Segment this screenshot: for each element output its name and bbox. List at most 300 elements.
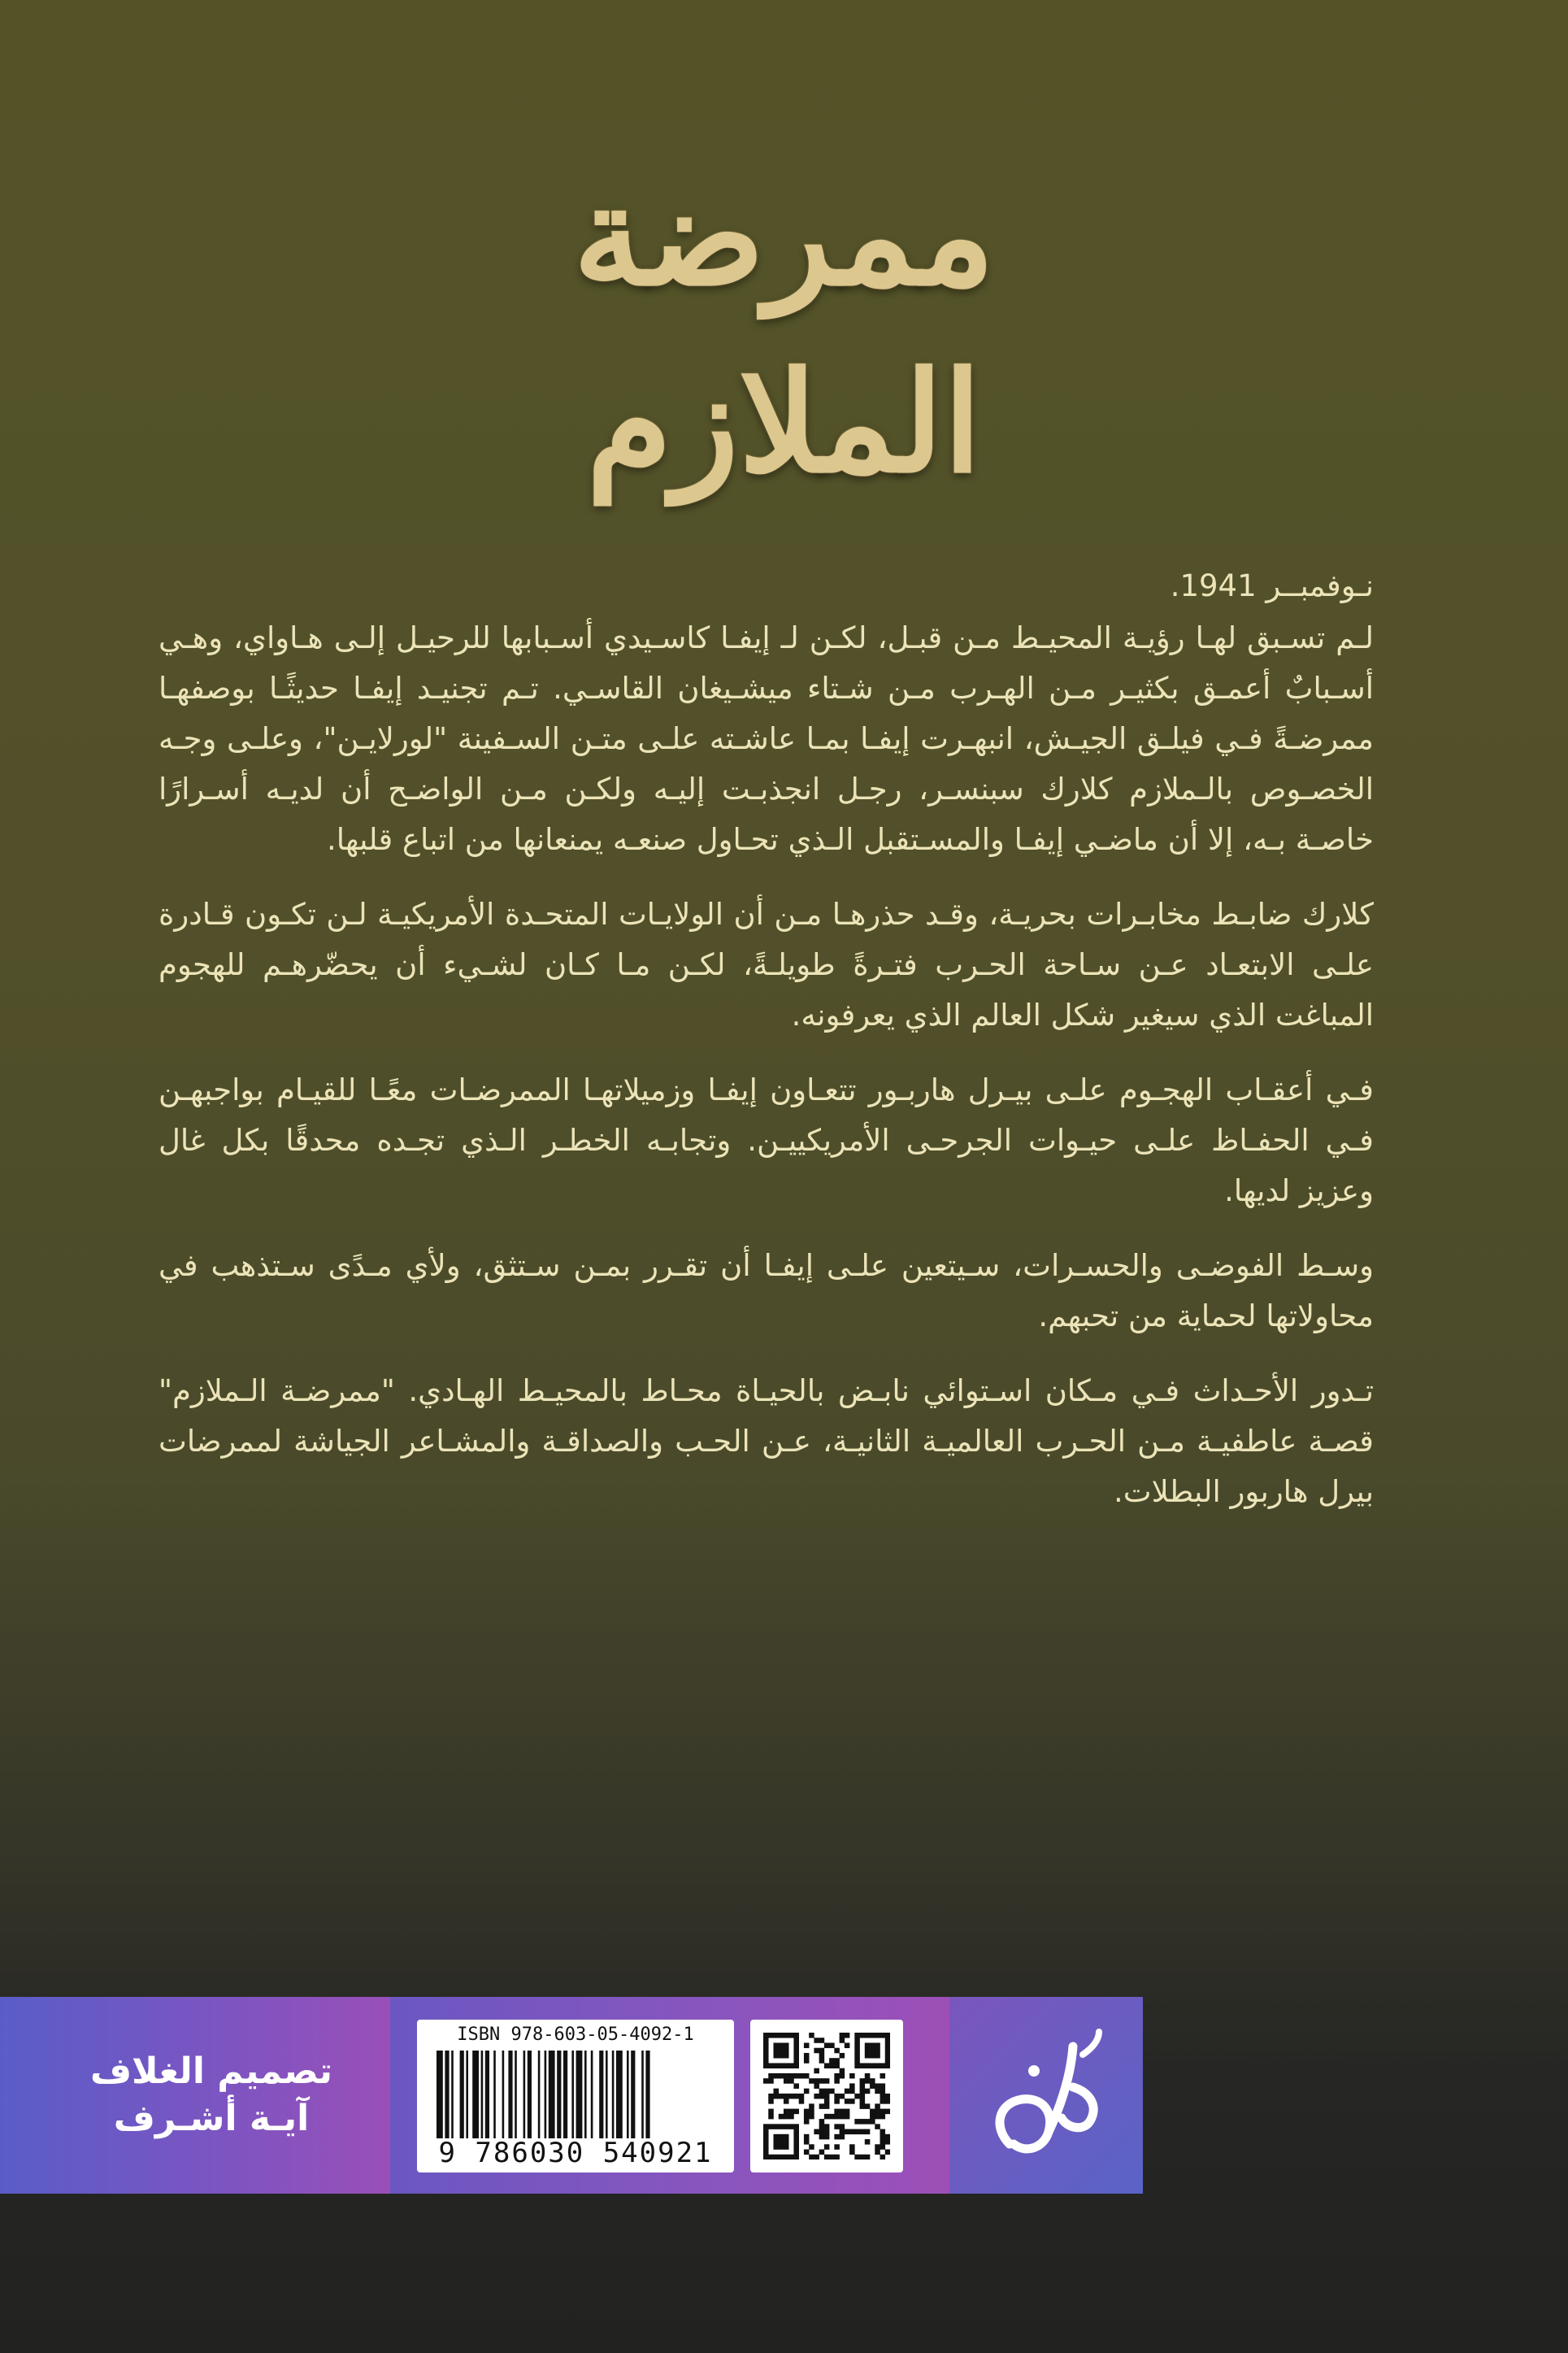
qr-module <box>819 2129 825 2135</box>
qr-module <box>779 2134 784 2140</box>
qr-module <box>845 2033 850 2038</box>
qr-module <box>773 2134 779 2140</box>
qr-module <box>763 2129 769 2135</box>
qr-module <box>773 2155 779 2159</box>
qr-module <box>870 2083 875 2089</box>
barcode-bar <box>445 2051 449 2138</box>
qr-module <box>824 2094 830 2099</box>
qr-module <box>763 2139 769 2145</box>
qr-module <box>779 2033 784 2038</box>
qr-module <box>834 2155 840 2159</box>
qr-module <box>824 2129 830 2135</box>
qr-module <box>784 2053 789 2059</box>
qr-code[interactable] <box>750 2020 903 2173</box>
qr-module <box>788 2073 794 2079</box>
qr-module <box>784 2078 789 2084</box>
qr-module <box>793 2109 799 2115</box>
barcode-bar <box>645 2051 649 2138</box>
barcode-bar <box>472 2051 479 2138</box>
qr-module <box>885 2042 890 2048</box>
qr-module <box>779 2124 784 2129</box>
qr-module <box>809 2144 814 2150</box>
qr-module <box>784 2144 789 2150</box>
isbn-digits: 9 786030 540921 <box>438 2137 713 2169</box>
barcode-bar <box>538 2051 541 2138</box>
qr-module <box>784 2033 789 2038</box>
qr-module <box>860 2063 866 2068</box>
barcode-bar <box>515 2051 517 2138</box>
blurb-paragraph-4: وسـط الفوضـى والحسـرات، سـيتعين علـى إيفـا أن تقـرر بمـن سـتثق، ولأي مـدًى سـتذهب في محاولاتها لحماية من تحبهم. <box>159 1248 1374 1333</box>
qr-module <box>779 2042 784 2048</box>
qr-module <box>849 2099 855 2104</box>
qr-module <box>819 2119 825 2125</box>
qr-module <box>865 2042 871 2048</box>
qr-module <box>768 2033 774 2038</box>
qr-module <box>784 2139 789 2145</box>
qr-module <box>824 2124 830 2129</box>
qr-module <box>779 2073 784 2079</box>
qr-module <box>814 2155 819 2159</box>
qr-module <box>875 2144 880 2150</box>
qr-module <box>763 2033 769 2038</box>
qr-module <box>793 2073 799 2079</box>
qr-module <box>773 2089 779 2094</box>
qr-module <box>849 2089 855 2094</box>
qr-module <box>840 2038 845 2043</box>
qr-module <box>819 2089 825 2094</box>
qr-module <box>819 2048 825 2054</box>
qr-module <box>819 2053 825 2059</box>
qr-module <box>860 2033 866 2038</box>
qr-module <box>885 2094 890 2099</box>
qr-module <box>804 2073 810 2079</box>
qr-module <box>768 2155 774 2159</box>
qr-module <box>788 2078 794 2084</box>
qr-module <box>885 2109 890 2115</box>
qr-module <box>809 2078 814 2084</box>
qr-module <box>793 2134 799 2140</box>
barcode-bar <box>616 2051 623 2138</box>
qr-module <box>768 2109 774 2115</box>
qr-module <box>870 2114 875 2120</box>
barcode-bar <box>563 2051 567 2138</box>
publisher-logo <box>949 1997 1143 2194</box>
qr-module <box>865 2103 871 2109</box>
qr-module <box>819 2124 825 2129</box>
qr-module <box>799 2094 805 2099</box>
qr-module <box>875 2033 880 2038</box>
qr-module <box>793 2124 799 2129</box>
qr-module <box>845 2042 850 2048</box>
qr-module <box>860 2103 866 2109</box>
qr-module <box>779 2063 784 2068</box>
barcode-bar <box>571 2051 574 2138</box>
qr-module <box>829 2063 835 2068</box>
qr-module <box>763 2048 769 2054</box>
qr-module <box>819 2078 825 2084</box>
qr-module <box>814 2038 819 2043</box>
qr-module <box>793 2033 799 2038</box>
qr-module <box>829 2058 835 2064</box>
qr-module <box>824 2134 830 2140</box>
qr-module <box>804 2134 810 2140</box>
qr-module <box>809 2033 814 2038</box>
qr-module <box>885 2058 890 2064</box>
qr-module <box>793 2048 799 2054</box>
qr-module <box>793 2094 799 2099</box>
qr-module <box>849 2073 855 2079</box>
barcode-bar <box>606 2051 608 2138</box>
qr-module <box>799 2099 805 2104</box>
qr-module <box>834 2134 840 2140</box>
qr-module <box>860 2155 866 2159</box>
qr-module <box>845 2099 850 2104</box>
qr-module <box>784 2109 789 2115</box>
qr-module <box>809 2114 814 2120</box>
qr-module <box>880 2083 886 2089</box>
qr-module <box>779 2094 784 2099</box>
qr-module <box>885 2053 890 2059</box>
qr-module <box>870 2048 875 2054</box>
qr-module <box>854 2048 860 2054</box>
codes-panel <box>390 1997 949 2194</box>
qr-module <box>784 2114 789 2120</box>
qr-module <box>840 2033 845 2038</box>
barcode-bar <box>627 2051 629 2138</box>
qr-module <box>819 2134 825 2140</box>
qr-module <box>840 2073 845 2079</box>
qr-module <box>845 2129 850 2135</box>
qr-module <box>870 2033 875 2038</box>
qr-module <box>829 2042 835 2048</box>
qr-module <box>763 2134 769 2140</box>
qr-module <box>773 2048 779 2054</box>
qr-module <box>779 2144 784 2150</box>
qr-module <box>875 2083 880 2089</box>
qr-module <box>875 2150 880 2155</box>
qr-module <box>824 2144 830 2150</box>
qr-module <box>865 2033 871 2038</box>
qr-module <box>773 2033 779 2038</box>
qr-module <box>793 2139 799 2145</box>
qr-module <box>834 2048 840 2054</box>
qr-module <box>768 2114 774 2120</box>
qr-module <box>880 2109 886 2115</box>
qr-module <box>784 2124 789 2129</box>
qr-module <box>845 2109 850 2115</box>
qr-module <box>793 2083 799 2089</box>
qr-module <box>804 2089 810 2094</box>
qr-module <box>773 2124 779 2129</box>
qr-module <box>860 2099 866 2104</box>
blurb-paragraph-5: تـدور الأحـداث فـي مـكان اسـتوائي نابـض بالحيـاة محـاط بالمحيـط الهـادي. "ممرضـة الـملازم" قصـة عاطفيـة مـن الحـرب العالميـة الثانيـة، عـن الحـب والصداقـة والمشـاعر الجياشة لممرضات بيرل هاربور البطلات. <box>159 1373 1374 1509</box>
qr-module <box>854 2063 860 2068</box>
qr-module <box>875 2063 880 2068</box>
publisher-logo-icon <box>977 2022 1115 2168</box>
qr-module <box>788 2109 794 2115</box>
book-title-line1: ممرضة <box>573 154 995 317</box>
footer-strip <box>0 1997 1143 2194</box>
qr-module <box>793 2144 799 2150</box>
barcode-bar <box>437 2051 443 2138</box>
qr-module <box>763 2042 769 2048</box>
qr-module <box>793 2038 799 2043</box>
qr-module <box>865 2119 871 2125</box>
barcode-bar <box>481 2051 484 2138</box>
qr-module <box>773 2139 779 2145</box>
qr-module <box>865 2048 871 2054</box>
barcode-bar <box>451 2051 454 2138</box>
qr-module <box>768 2063 774 2068</box>
back-cover-blurb <box>159 561 1374 1542</box>
qr-module <box>845 2089 850 2094</box>
qr-module <box>870 2078 875 2084</box>
blurb-paragraph-1: لـم تسـبق لهـا رؤيـة المحيـط مـن قبـل، لكـن لـ إيفـا كاسـيدي أسـبابها للرحيـل إلـى هـاواي، وهـي أسـبابٌ أعمـق بكثيـر مـن الهـرب مـن شـتاء ميشـيغان القاسـي. تـم تجنيـد إيفـا حديثًـا بوصفهـا ممرضـةً فـي فيلـق الجيـش، انبهـرت إيفـا بمـا عاشـته علـى متـن السـفينة "لورلايـن"، وعلـى وجـه الخصـوص بالـملازم كلارك سبنسـر، رجـل انجذبـت إليـه ولكـن مـن الواضـح أن لديـه أسـرارًا خاصـة بـه، إلا أن ماضـي إيفـا والمسـتقبل الـذي تحـاول صنعـه يمنعانها من اتباع قلبها. <box>159 620 1374 857</box>
qr-module <box>834 2114 840 2120</box>
qr-module <box>773 2063 779 2068</box>
qr-module <box>870 2053 875 2059</box>
logo-text: طرس <box>1045 2167 1048 2168</box>
qr-module <box>824 2155 830 2159</box>
qr-module <box>819 2150 825 2155</box>
isbn-barcode <box>417 2020 734 2173</box>
qr-module <box>793 2058 799 2064</box>
qr-module <box>814 2078 819 2084</box>
qr-module <box>763 2053 769 2059</box>
qr-module <box>885 2150 890 2155</box>
qr-module <box>875 2048 880 2054</box>
qr-module <box>860 2094 866 2099</box>
qr-module <box>860 2129 866 2135</box>
qr-module <box>875 2042 880 2048</box>
qr-module <box>788 2155 794 2159</box>
qr-module <box>880 2094 886 2099</box>
qr-module <box>854 2033 860 2038</box>
barcode-bar <box>502 2051 505 2138</box>
qr-module <box>814 2129 819 2135</box>
qr-module <box>840 2109 845 2115</box>
qr-module <box>880 2114 886 2120</box>
qr-module <box>865 2073 871 2079</box>
qr-module <box>793 2063 799 2068</box>
qr-module <box>779 2114 784 2120</box>
barcode-bar <box>460 2051 464 2138</box>
qr-module <box>814 2083 819 2089</box>
qr-module <box>763 2150 769 2155</box>
qr-module <box>865 2063 871 2068</box>
qr-module <box>865 2089 871 2094</box>
qr-module <box>784 2042 789 2048</box>
qr-module <box>768 2094 774 2099</box>
qr-module <box>793 2053 799 2059</box>
barcode-bar <box>591 2051 593 2138</box>
book-title-line2: الملازم <box>586 341 982 504</box>
qr-module <box>779 2053 784 2059</box>
blurb-paragraph-2: كلارك ضابـط مخابـرات بحريـة، وقـد حذرهـا مـن أن الولايـات المتحـدة الأمريكيـة لـن تكـون قـادرة علـى الابتعـاد عـن سـاحة الحـرب فتـرةً طويلـةً، لكـن مـا كـان لشـيء أن يحضّرهـم للهجوم المباغت الذي سيغير شكل العالم الذي يعرفونه. <box>159 897 1374 1033</box>
qr-module <box>819 2094 825 2099</box>
qr-module <box>784 2073 789 2079</box>
qr-module <box>880 2099 886 2104</box>
qr-module <box>845 2114 850 2120</box>
qr-module <box>809 2103 814 2109</box>
qr-module <box>880 2033 886 2038</box>
qr-module <box>788 2063 794 2068</box>
qr-module <box>854 2058 860 2064</box>
qr-module <box>824 2099 830 2104</box>
qr-module <box>834 2073 840 2079</box>
designer-name: آيـة أشـرف <box>113 2098 310 2139</box>
qr-module <box>784 2094 789 2099</box>
qr-module <box>880 2089 886 2094</box>
barcode-bar <box>631 2051 635 2138</box>
qr-module <box>784 2134 789 2140</box>
qr-module <box>860 2083 866 2089</box>
qr-module <box>768 2124 774 2129</box>
qr-module <box>860 2089 866 2094</box>
qr-module <box>865 2129 871 2135</box>
qr-module <box>865 2139 871 2145</box>
qr-module <box>799 2073 805 2079</box>
qr-module <box>773 2094 779 2099</box>
barcode-bar <box>545 2051 547 2138</box>
barcode-bars <box>433 2051 718 2138</box>
qr-module <box>763 2038 769 2043</box>
qr-module <box>854 2042 860 2048</box>
qr-module <box>834 2109 840 2115</box>
qr-module <box>854 2119 860 2125</box>
qr-module <box>763 2144 769 2150</box>
qr-module <box>875 2109 880 2115</box>
qr-module <box>880 2144 886 2150</box>
barcode-bar <box>528 2051 532 2138</box>
barcode-bar <box>493 2051 496 2138</box>
qr-module <box>788 2114 794 2120</box>
qr-module <box>804 2139 810 2145</box>
barcode-bar <box>508 2051 512 2138</box>
qr-module <box>779 2139 784 2145</box>
qr-module <box>880 2073 886 2079</box>
qr-module <box>880 2134 886 2140</box>
qr-module <box>865 2053 871 2059</box>
qr-module <box>784 2048 789 2054</box>
designer-label: تصميم الغلاف <box>89 2051 333 2092</box>
qr-module <box>804 2114 810 2120</box>
qr-module <box>779 2155 784 2159</box>
qr-module <box>840 2114 845 2120</box>
qr-module <box>849 2083 855 2089</box>
qr-module <box>840 2129 845 2135</box>
qr-module <box>809 2155 814 2159</box>
qr-module <box>788 2033 794 2038</box>
qr-module <box>763 2124 769 2129</box>
qr-module <box>880 2155 886 2159</box>
qr-module <box>824 2114 830 2120</box>
qr-module <box>784 2155 789 2159</box>
qr-module <box>773 2053 779 2059</box>
qr-module <box>793 2150 799 2155</box>
qr-module <box>840 2134 845 2140</box>
qr-module <box>849 2150 855 2155</box>
qr-module <box>804 2150 810 2155</box>
qr-module <box>763 2155 769 2159</box>
qr-module <box>824 2042 830 2048</box>
qr-module <box>885 2134 890 2140</box>
qr-module <box>804 2042 810 2048</box>
qr-module <box>860 2078 866 2084</box>
qr-module <box>824 2078 830 2084</box>
qr-module <box>784 2099 789 2104</box>
qr-module <box>875 2114 880 2120</box>
barcode-bar <box>549 2051 555 2138</box>
qr-module <box>875 2053 880 2059</box>
qr-module <box>885 2033 890 2038</box>
qr-module <box>854 2038 860 2043</box>
blurb-date: نـوفمبــر 1941. <box>1170 568 1374 603</box>
qr-module <box>773 2042 779 2048</box>
qr-module <box>829 2089 835 2094</box>
qr-module <box>773 2073 779 2079</box>
qr-module <box>840 2124 845 2129</box>
qr-module <box>804 2058 810 2064</box>
qr-module <box>880 2129 886 2135</box>
barcode-bar <box>466 2051 468 2138</box>
qr-module <box>819 2103 825 2109</box>
qr-module <box>870 2109 875 2115</box>
blurb-paragraph-3: فـي أعقـاب الهجـوم علـى بيـرل هاربـور تتعـاون إيفـا وزميلاتهـا الممرضـات معًـا للقيـام بواجبهـن فـي الحفـاظ علـى حيـوات الجرحـى الأمريكييـن. وتجابـه الخطـر الـذي تجـده محدقًا بكل غال وعزيز لديها. <box>159 1072 1374 1208</box>
qr-module <box>779 2048 784 2054</box>
qr-module <box>829 2155 835 2159</box>
qr-module <box>854 2053 860 2059</box>
qr-module <box>854 2129 860 2135</box>
qr-module <box>870 2119 875 2125</box>
qr-module <box>834 2063 840 2068</box>
qr-module <box>824 2103 830 2109</box>
qr-module <box>793 2155 799 2159</box>
qr-module <box>885 2139 890 2145</box>
qr-module <box>834 2124 840 2129</box>
barcode-bar <box>584 2051 587 2138</box>
barcode-bar <box>523 2051 526 2138</box>
qr-module <box>804 2053 810 2059</box>
qr-code-icon <box>763 2033 890 2159</box>
qr-module <box>885 2099 890 2104</box>
qr-module <box>824 2063 830 2068</box>
qr-module <box>834 2094 840 2099</box>
qr-module <box>768 2099 774 2104</box>
qr-module <box>840 2068 845 2074</box>
qr-module <box>870 2042 875 2048</box>
qr-module <box>814 2048 819 2054</box>
qr-module <box>793 2042 799 2048</box>
qr-module <box>840 2053 845 2059</box>
qr-module <box>763 2063 769 2068</box>
qr-module <box>870 2063 875 2068</box>
qr-module <box>865 2078 871 2084</box>
qr-module <box>875 2089 880 2094</box>
qr-module <box>849 2129 855 2135</box>
barcode-bar <box>576 2051 583 2138</box>
barcode-bar <box>599 2051 603 2138</box>
qr-module <box>829 2114 835 2120</box>
qr-module <box>854 2155 860 2159</box>
qr-module <box>880 2063 886 2068</box>
qr-module <box>788 2124 794 2129</box>
qr-module <box>768 2078 774 2084</box>
qr-module <box>824 2089 830 2094</box>
qr-module <box>875 2103 880 2109</box>
qr-module <box>865 2155 871 2159</box>
barcode-bar <box>557 2051 561 2138</box>
